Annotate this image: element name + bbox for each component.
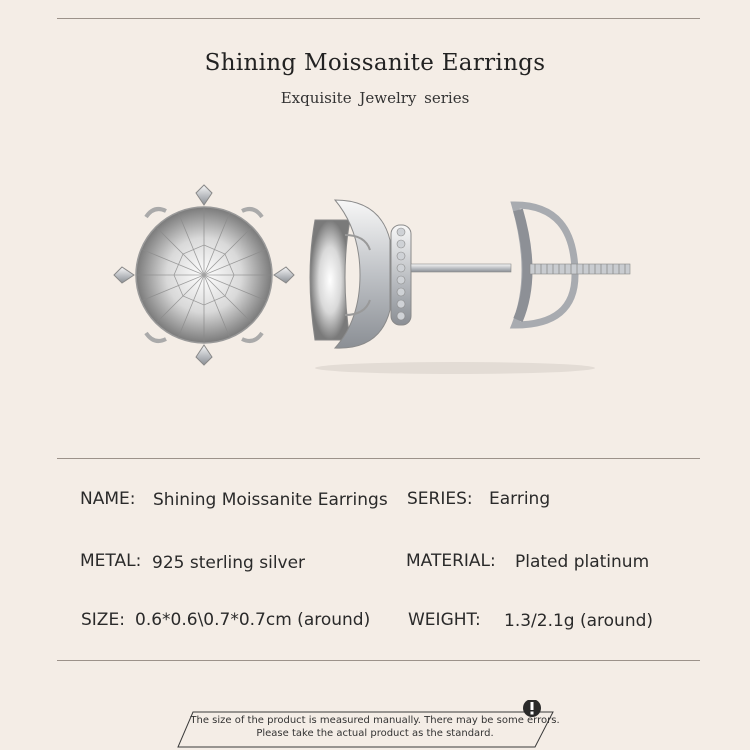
stud-earrings-image [110,180,670,380]
metal-label: METAL: [80,551,142,571]
size-label: SIZE: [81,610,125,630]
size-value: 0.6*0.6\0.7*0.7cm (around) [135,610,371,630]
page-subtitle: Exquisite Jewelry series [280,89,470,107]
notice-line-1: The size of the product is measured manually. There may be some errors. [190,715,560,726]
metal-value: 925 sterling silver [152,553,306,573]
bottom-divider [57,660,700,661]
notice-line-2: Please take the actual product as the standard. [256,728,494,739]
page-title: Shining Moissanite Earrings [204,50,546,76]
weight-value: 1.3/2.1g (around) [504,611,654,631]
measurement-notice [0,700,750,750]
series-label: SERIES: [407,489,473,509]
middle-divider [57,458,700,459]
material-value: Plated platinum [515,552,650,572]
name-label: NAME: [80,489,136,509]
name-value: Shining Moissanite Earrings [153,490,388,510]
earring-front-view [114,185,294,365]
earring-side-view [310,200,630,374]
top-divider [57,18,700,19]
material-label: MATERIAL: [406,551,496,571]
weight-label: WEIGHT: [408,610,481,630]
series-value: Earring [489,489,551,509]
